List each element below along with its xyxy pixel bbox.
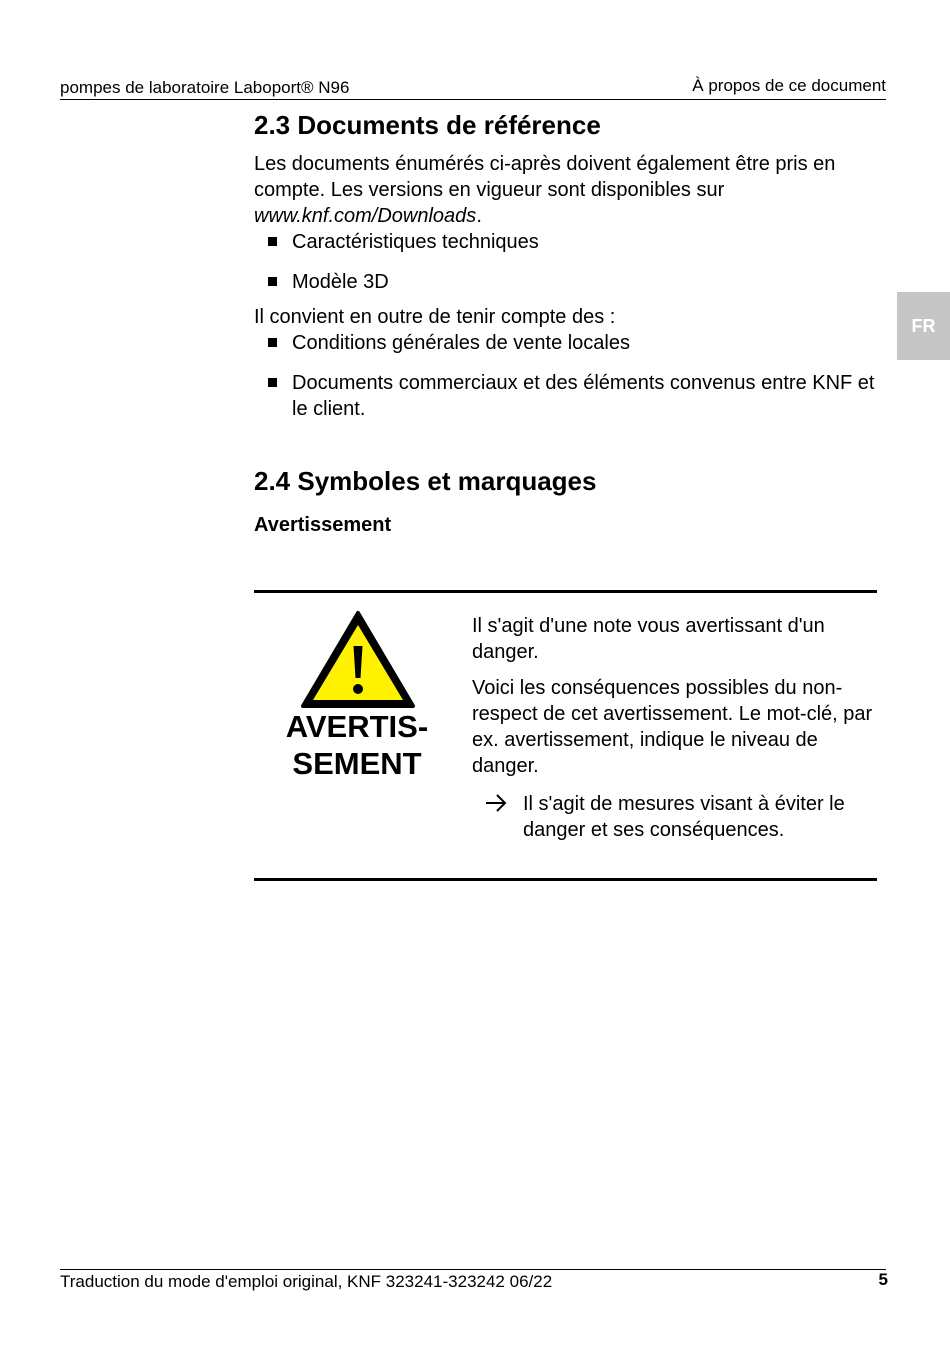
section-2-3-intro — [254, 151, 878, 229]
list-item-text: Modèle 3D — [292, 271, 389, 293]
warning-description — [472, 613, 876, 843]
action-item — [472, 791, 876, 843]
warning-triangle-icon — [300, 610, 416, 710]
signal-word-line2: SEMENT — [292, 746, 422, 781]
main-content — [254, 110, 878, 538]
page-number: 5 — [878, 1270, 888, 1289]
language-tab: FR — [897, 292, 950, 360]
signal-word — [272, 708, 442, 782]
bullet-icon — [268, 237, 277, 246]
warning-text-2: Voici les conséquences possibles du non-respect de cet avertissement. Le mot-clé, par ex. avertissement, indique le niveau de danger. — [472, 677, 873, 777]
action-text: Il s'agit de mesures visant à éviter le danger et ses conséquences. — [523, 793, 845, 841]
list-item — [254, 269, 878, 295]
arrow-right-icon — [484, 791, 508, 815]
warning-subheading: Avertissement — [254, 514, 392, 536]
list-item-text: Caractéristiques techniques — [292, 231, 539, 253]
additional-list — [254, 330, 878, 422]
section-2-4-title: 2.4 Symboles et marquages — [254, 466, 597, 496]
list-item — [254, 229, 878, 255]
list-item — [254, 330, 878, 356]
warning-bottom-rule — [254, 878, 877, 881]
footer-divider — [60, 1269, 886, 1270]
header-title: pompes de laboratoire Laboport® N96 — [60, 78, 350, 97]
downloads-link[interactable]: www.knf.com/Downloads — [254, 205, 477, 227]
section-2-3-title: 2.3 Documents de référence — [254, 110, 601, 140]
header-divider — [60, 99, 886, 100]
warning-text-1: Il s'agit d'une note vous avertissant d'un danger. — [472, 615, 825, 663]
list-item-text: Documents commerciaux et des éléments convenus entre KNF et le client. — [292, 372, 875, 420]
additional-note: Il convient en outre de tenir compte des : — [254, 306, 616, 328]
bullet-icon — [268, 338, 277, 347]
warning-top-rule — [254, 590, 877, 593]
list-item — [254, 370, 878, 422]
intro-text: Les documents énumérés ci-après doivent également être pris en compte. Les versions en vigueur sont disponibles sur — [254, 153, 836, 201]
intro-end: . — [476, 205, 482, 227]
bullet-icon — [268, 378, 277, 387]
list-item-text: Conditions générales de vente locales — [292, 332, 630, 354]
header-section: À propos de ce document — [692, 76, 886, 95]
signal-word-line1: AVERTIS- — [285, 709, 429, 744]
bullet-icon — [268, 277, 277, 286]
reference-list — [254, 229, 878, 295]
footer-text: Traduction du mode d'emploi original, KNF 323241-323242 06/22 — [60, 1272, 553, 1291]
